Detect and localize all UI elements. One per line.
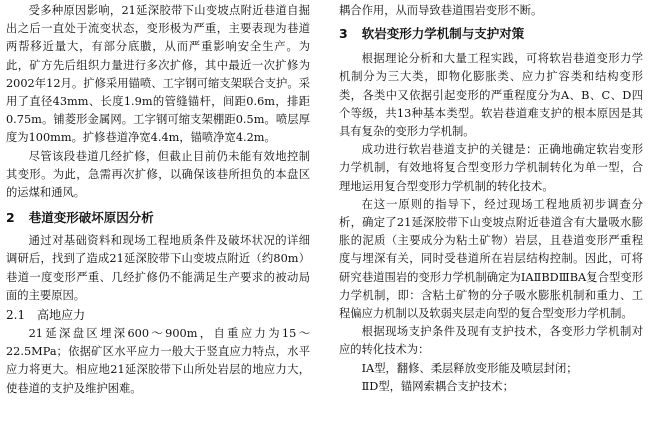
- subsection-number: 2.1: [6, 308, 26, 323]
- paragraph-continued: 耦合作用，从而导致巷道围岩变形不断。: [339, 4, 543, 17]
- section-2-heading: [6, 209, 310, 227]
- section-title: 软岩变形力学机制与支护对策: [361, 26, 525, 42]
- paragraph-background: 受多种原因影响，21延深胶带下山变坡点附近巷道自掘出之后一直处于流变状态，变形极为严重，主要表现为巷道两帮移近量大，有部分底臌，从而严重影响安全生产。为此，矿方先后组织力量进行多次扩修，其中最近一次扩修为2002年12月。扩修采用锚喷、工字钢可缩支架联合支护。采用了直径43mm、长度1.9m的管缝锚杆，间距0.6m，排距0.75m。铺菱形金属网。工字钢可缩支架棚距0.5m。喷层厚度为100mm。扩修巷道净宽4.4m，锚喷净宽4.2m。: [6, 4, 310, 145]
- paragraph-mechanism-classes: 根据理论分析和大量工程实践，可将软岩巷道变形力学机制分为三大类，即物化膨胀类、应力扩容类和结构变形类，各类中又依据引起变形的严重程度分为A、B、C、D四个等级，共13种基本类型。软岩巷道难支护的根本原因是其具有复杂的变形力学机制。: [339, 52, 643, 139]
- list-item-ia: ⅠA型，翻修、柔层释放变形能及喷层封闭；: [361, 361, 578, 375]
- section-number: 2: [6, 210, 15, 226]
- list-item-iid: ⅡD型，锚网索耦合支护技术；: [361, 379, 514, 393]
- paragraph-repair-status: 尽管该段巷道几经扩修，但截止目前仍未能有效地控制其变形。为此，急需再次扩修，以确保该巷所担负的本盘区的运煤和通风。: [6, 149, 310, 200]
- paragraph-support-key: 成功进行软岩巷道支护的关键是：正确地确定软岩变形力学机制，有效地将复合型变形力学机制转化为单一型，合理地运用复合型变形力学机制的转化技术。: [339, 143, 643, 193]
- paragraph-stress: 21延深盘区埋深600～900m，自重应力为15～22.5MPa；依据矿区水平应力一般大于竖直应力特点，水平应力将更大。相应地21延深胶带下山所处岩层的地应力大，使巷道的支护及维护困难。: [6, 327, 310, 395]
- section-3-heading: [339, 25, 643, 43]
- paragraph-conversion-intro: 根据现场支护条件及现有支护技术，各变形力学机制对应的转化技术为：: [339, 325, 643, 357]
- section-title: 巷道变形破坏原因分析: [28, 210, 154, 226]
- subsection-2-1-heading: [6, 305, 310, 325]
- left-column: [6, 2, 310, 398]
- paragraph-mechanism-determination: 在这一原则的指导下，经过现场工程地质初步调查分析，确定了21延深胶带下山变坡点附近巷道含有大量吸水膨胀的泥质（主要成分为粘土矿物）岩层，且巷道变形严重程度与埋深有关，同时受巷道所在岩层结构控制。因此，可将研究巷道围岩的变形力学机制确定为ⅠAⅡBDⅢBA复合型变形力学机制，即：含粘土矿物的分子吸水膨胀机制和重力、工程偏应力机制以及软弱夹层走向型的复合型变形力学机制。: [339, 197, 643, 321]
- subsection-title: 高地应力: [37, 308, 86, 323]
- paragraph-investigation: 通过对基础资料和现场工程地质条件及破坏状况的详细调研后，找到了造成21延深胶带下山变坡点附近（约80m）巷道一度变形严重、几经扩修仍不能满足生产要求的被动局面的主要原因。: [6, 234, 310, 302]
- section-number: 3: [339, 26, 348, 42]
- right-column: [339, 2, 643, 396]
